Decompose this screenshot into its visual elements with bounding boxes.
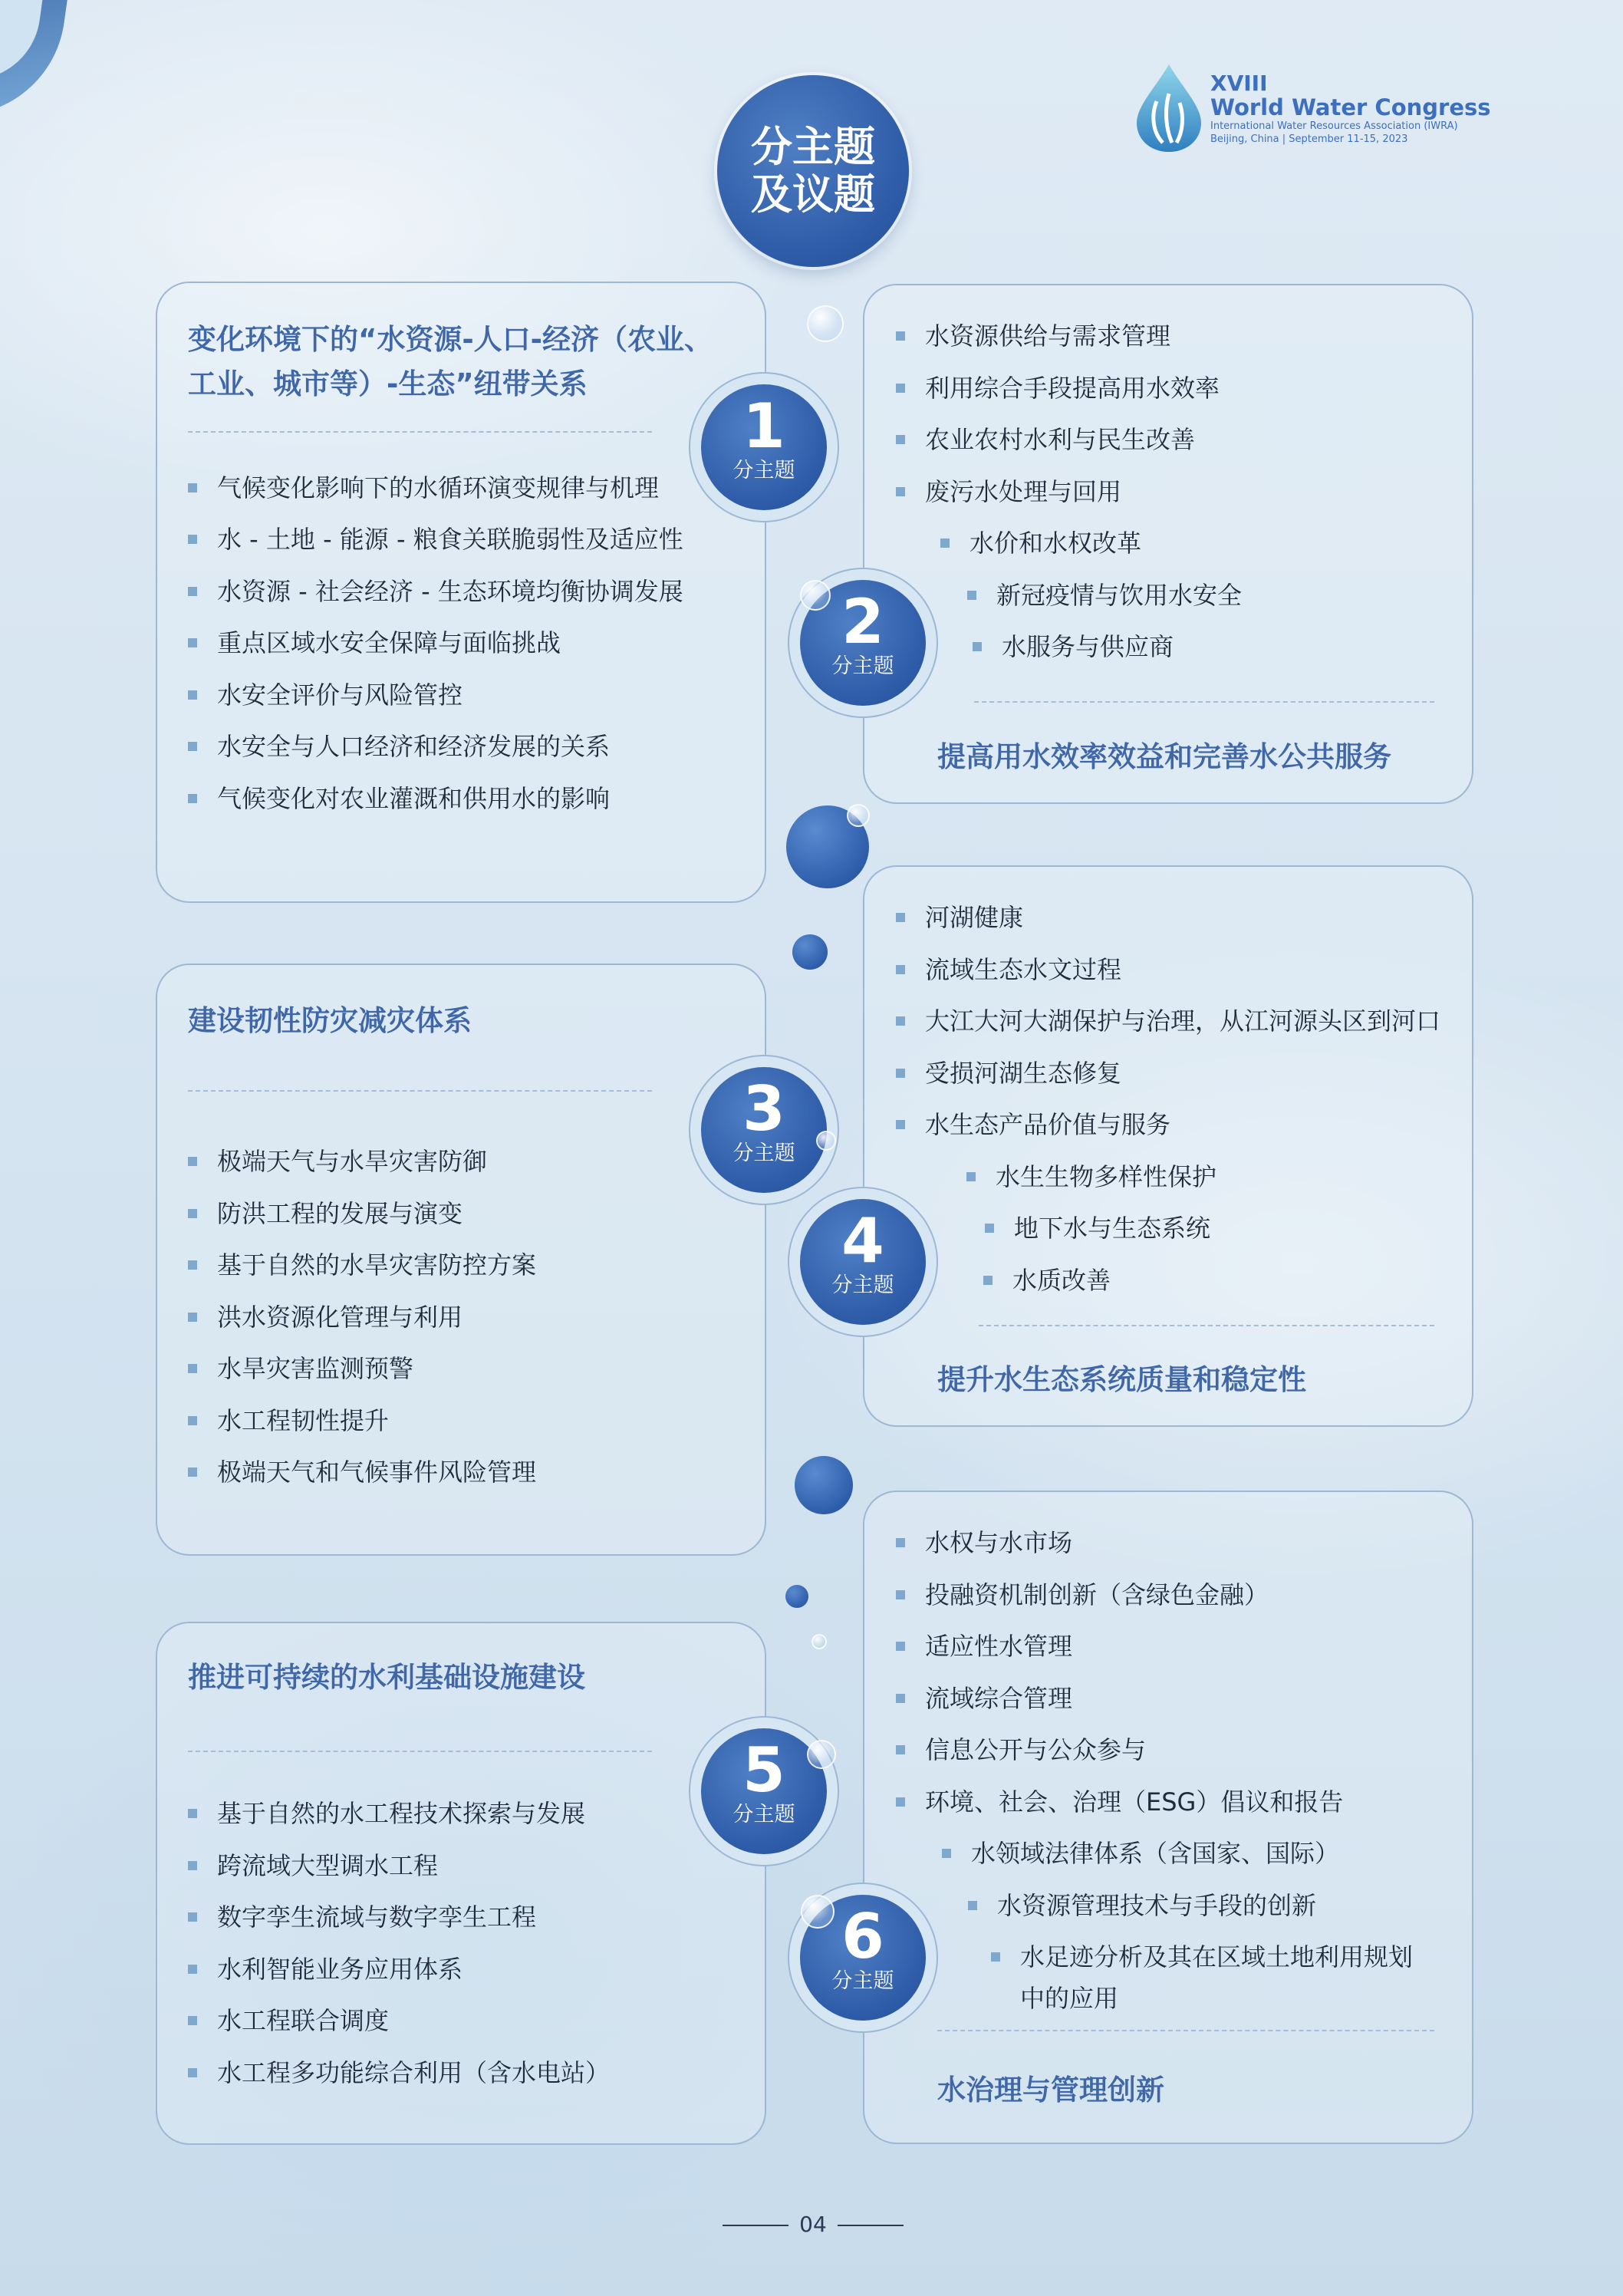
list-item: 水足迹分析及其在区域土地利用规划	[991, 1940, 1413, 1974]
list-item: 基于自然的水旱灾害防控方案	[188, 1248, 536, 1282]
theme-4-label: 分主题	[831, 1273, 894, 1297]
water-drop-logo-icon	[1134, 63, 1204, 153]
bubble-decoration	[801, 1895, 835, 1929]
theme-3-number: 3	[742, 1073, 785, 1145]
page-number	[721, 2209, 905, 2240]
logo-name: World Water Congress	[1210, 94, 1491, 120]
list-item: 水安全评价与风险管控	[188, 678, 463, 712]
list-item: 水工程韧性提升	[188, 1404, 389, 1438]
list-item: 水工程联合调度	[188, 2004, 389, 2037]
list-item: 数字孪生流域与数字孪生工程	[188, 1900, 536, 1934]
list-item: 新冠疫情与饮用水安全	[967, 578, 1242, 612]
theme-1-title-line1: 变化环境下的“水资源-人口-经济（农业、	[188, 323, 713, 356]
list-item: 利用综合手段提高用水效率	[896, 371, 1220, 405]
theme-2-number: 2	[841, 586, 884, 657]
list-item: 水资源管理技术与手段的创新	[968, 1889, 1316, 1922]
list-item: 流域生态水文过程	[896, 953, 1121, 987]
theme-6-number: 6	[841, 1901, 884, 1972]
bubble-decoration	[800, 580, 831, 611]
bubble-decoration	[807, 305, 844, 342]
bubble-decoration	[792, 934, 828, 970]
theme-4-title: 提升水生态系统质量和稳定性	[937, 1363, 1306, 1396]
page-title-line1: 分主题	[751, 123, 875, 171]
list-item: 流域综合管理	[896, 1682, 1072, 1715]
page-title-line2: 及议题	[751, 170, 875, 219]
list-item: 河湖健康	[896, 901, 1023, 934]
list-item: 水工程多功能综合利用（含水电站）	[188, 2056, 610, 2090]
theme-2-title: 提高用水效率效益和完善水公共服务	[937, 740, 1391, 773]
bubble-decoration	[795, 1456, 853, 1514]
list-item: 农业农村水利与民生改善	[896, 423, 1195, 456]
theme-1-label: 分主题	[732, 459, 795, 483]
list-item: 洪水资源化管理与利用	[188, 1300, 463, 1334]
theme-5-label: 分主题	[732, 1803, 795, 1827]
theme-3-badge	[701, 1067, 827, 1193]
list-item: 投融资机制创新（含绿色金融）	[896, 1578, 1269, 1612]
list-item: 气候变化影响下的水循环演变规律与机理	[188, 471, 659, 505]
theme-4-number: 4	[841, 1205, 884, 1276]
list-item: 跨流域大型调水工程	[188, 1849, 438, 1883]
list-item: 水 - 土地 - 能源 - 粮食关联脆弱性及适应性	[188, 522, 683, 556]
theme-2-divider	[974, 701, 1434, 703]
list-item: 水领域法律体系（含国家、国际）	[942, 1836, 1339, 1870]
theme-4-divider	[979, 1325, 1434, 1326]
bubble-decoration	[785, 1585, 808, 1608]
bubble-decoration	[847, 804, 870, 827]
list-item: 废污水处理与回用	[896, 475, 1121, 509]
list-item: 水生生物多样性保护	[966, 1160, 1216, 1194]
bubble-decoration	[816, 1131, 836, 1151]
page-number-rule-right	[838, 2225, 904, 2226]
list-item: 水安全与人口经济和经济发展的关系	[188, 730, 610, 763]
theme-1-number: 1	[742, 390, 785, 462]
list-item: 水资源供给与需求管理	[896, 319, 1170, 353]
list-item: 水权与水市场	[896, 1526, 1072, 1560]
list-item: 水利智能业务应用体系	[188, 1952, 463, 1986]
list-item: 大江大河大湖保护与治理，从江河源头区到河口	[896, 1004, 1440, 1038]
logo-place-date: Beijing, China | September 11-15, 2023	[1210, 133, 1408, 145]
page-number-rule-left	[723, 2225, 788, 2226]
list-item: 水资源 - 社会经济 - 生态环境均衡协调发展	[188, 575, 683, 608]
theme-card-4	[863, 865, 1473, 1427]
theme-3-title: 建设韧性防灾减灾体系	[188, 1004, 472, 1037]
theme-6-label: 分主题	[831, 1969, 894, 1993]
theme-6-title: 水治理与管理创新	[937, 2074, 1164, 2107]
theme-3-label: 分主题	[732, 1141, 795, 1165]
list-item: 水旱灾害监测预警	[188, 1352, 413, 1385]
theme-4-badge	[800, 1199, 926, 1325]
theme-5-number: 5	[742, 1734, 785, 1806]
theme-5-divider	[188, 1751, 652, 1752]
list-item: 适应性水管理	[896, 1629, 1072, 1663]
list-item: 地下水与生态系统	[985, 1211, 1210, 1245]
theme-1-divider	[188, 431, 652, 433]
list-item: 重点区域水安全保障与面临挑战	[188, 626, 561, 660]
theme-5-title: 推进可持续的水利基础设施建设	[188, 1661, 585, 1694]
list-item: 信息公开与公众参与	[896, 1733, 1146, 1767]
page-number-text: 04	[799, 2212, 827, 2237]
theme-1-badge	[701, 384, 827, 510]
list-item: 环境、社会、治理（ESG）倡议和报告	[896, 1785, 1343, 1819]
theme-6-divider	[937, 2030, 1434, 2031]
congress-logo	[1134, 63, 1491, 155]
theme-3-divider	[188, 1090, 652, 1092]
theme-2-label: 分主题	[831, 654, 894, 678]
theme-1-title-line2: 工业、城市等）-生态”纽带关系	[188, 367, 588, 400]
list-item: 基于自然的水工程技术探索与发展	[188, 1797, 585, 1830]
bubble-decoration	[812, 1634, 827, 1649]
list-item: 水价和水权改革	[940, 526, 1141, 560]
list-item: 极端天气和气候事件风险管理	[188, 1455, 536, 1489]
list-item: 防洪工程的发展与演变	[188, 1197, 463, 1230]
list-item: 受损河湖生态修复	[896, 1056, 1121, 1090]
list-item: 水质改善	[983, 1263, 1111, 1297]
logo-roman-numeral: XVIII	[1210, 71, 1268, 96]
list-item: 气候变化对农业灌溉和供用水的影响	[188, 782, 610, 815]
bubble-decoration	[807, 1740, 836, 1769]
list-item: 极端天气与水旱灾害防御	[188, 1145, 487, 1178]
page-title-circle	[717, 75, 909, 267]
list-item-continuation: 中的应用	[1020, 1984, 1119, 2013]
list-item: 水服务与供应商	[973, 630, 1174, 664]
logo-org: International Water Resources Association (IWRA)	[1210, 120, 1458, 132]
list-item: 水生态产品价值与服务	[896, 1108, 1170, 1141]
